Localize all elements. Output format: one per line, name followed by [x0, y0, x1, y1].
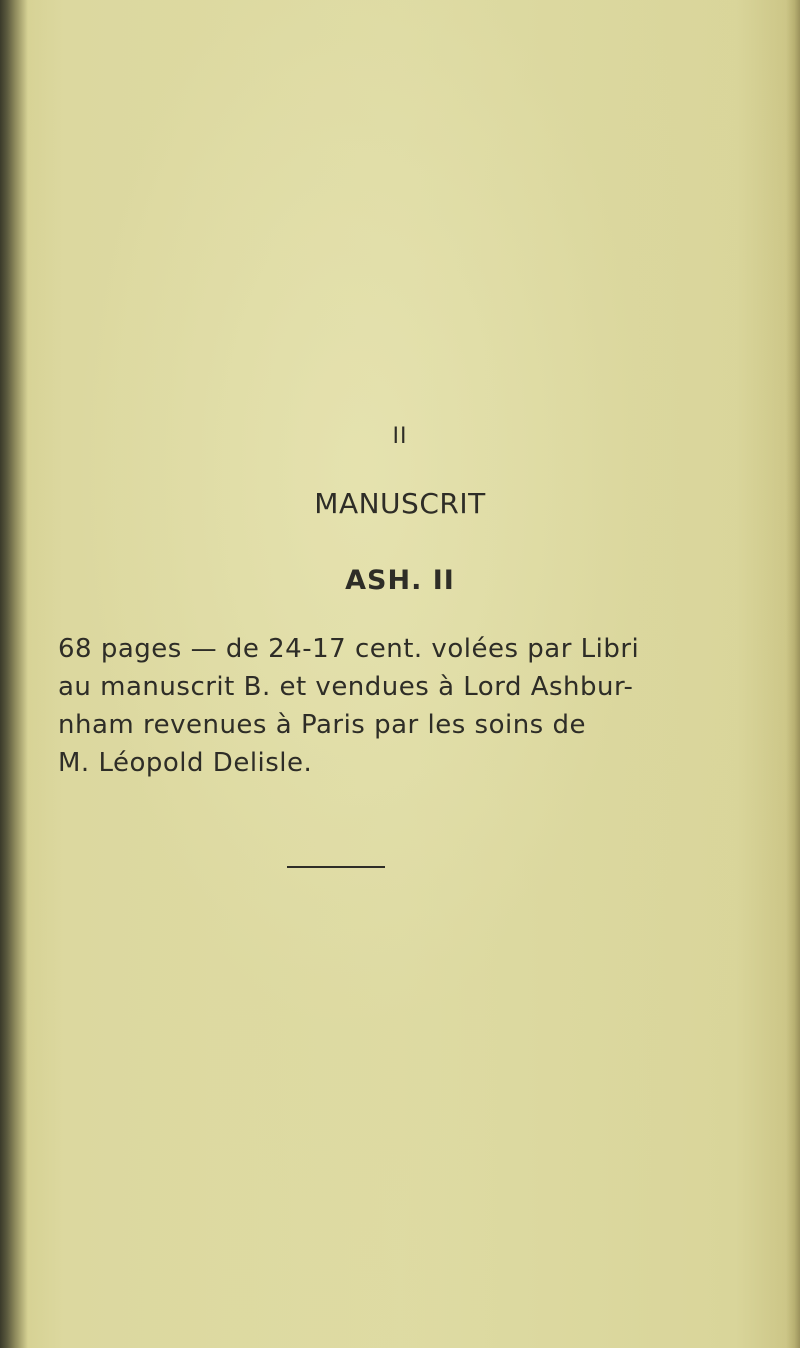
- paragraph-line: 68 pages — de 24-17 cent. volées par Libri: [58, 634, 640, 664]
- paragraph-line: M. Léopold Delisle.: [58, 748, 313, 778]
- section-divider: [287, 866, 385, 868]
- binding-edge: [0, 0, 28, 1348]
- paragraph-line: nham revenues à Paris par les soins de: [58, 710, 586, 740]
- description-paragraph: [58, 630, 658, 782]
- section-number: II: [392, 424, 408, 449]
- page-right-edge: [786, 0, 800, 1348]
- page-title: MANUSCRIT: [314, 487, 486, 520]
- paragraph-line: au manuscrit B. et vendues à Lord Ashbur-: [58, 672, 634, 702]
- page-subtitle: ASH. II: [345, 565, 455, 596]
